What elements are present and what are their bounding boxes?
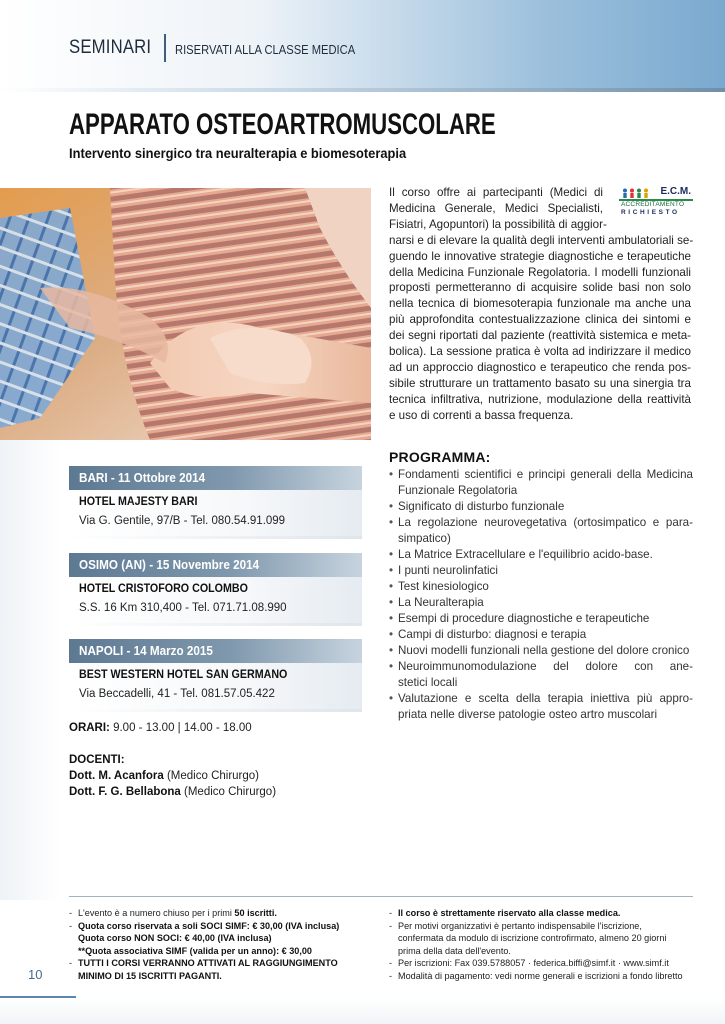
- event-shadow: [69, 536, 362, 539]
- program-item: [389, 547, 693, 563]
- intro-line: guendo le innovative strategie diagnostiche e terapeutiche: [389, 249, 691, 263]
- event-address: Via Beccadelli, 41 - Tel. 081.57.05.422: [79, 688, 275, 700]
- section-label: SEMINARI: [69, 37, 152, 58]
- event-bari-header: [69, 466, 362, 490]
- event-osimo-header: [69, 553, 362, 577]
- people-icon: [621, 188, 655, 198]
- program-heading: PROGRAMMA:: [389, 449, 491, 465]
- teacher-role: (Medico Chirurgo): [163, 770, 260, 782]
- program-item-text: • Test kinesiologico: [398, 580, 489, 593]
- intro-line: Il corso offre ai partecipanti (Medici di: [389, 186, 603, 199]
- intro-line: bolica). La sessione pratica è volta ad indirizzare il medico: [389, 345, 691, 359]
- event-title: BARI - 11 Ottobre 2014: [79, 470, 206, 485]
- program-item: [389, 595, 693, 611]
- event-address: Via G. Gentile, 97/B - Tel. 080.54.91.099: [79, 515, 286, 527]
- program-item: [389, 659, 693, 691]
- footer-note: - TUTTI I CORSI VERRANNO ATTIVATI AL RAGGIUNGIMENTO: [69, 958, 338, 969]
- footer-note: - Per iscrizioni: Fax 039.5788057 · federica.biffi@simf.it · www.simf.it: [389, 958, 669, 969]
- program-item-text: • Significato di disturbo funzionale: [398, 500, 565, 513]
- arm-illustration: [0, 188, 371, 440]
- schedule-value: 9.00 - 13.00 | 14.00 - 18.00: [109, 722, 252, 734]
- subsection-label: RISERVATI ALLA CLASSE MEDICA: [175, 42, 356, 57]
- program-item-text: • Fondamenti scientifici e principi generali della Medicina: [398, 468, 693, 481]
- footer-note: - Quota corso riservata a soli SOCI SIMF: € 30,00 (IVA inclusa): [69, 920, 340, 931]
- event-address: S.S. 16 Km 310,400 - Tel. 071.71.08.990: [79, 602, 287, 614]
- program-item-text: stetici locali: [398, 676, 458, 689]
- header-separator: [164, 34, 166, 62]
- footer-note: MINIMO DI 15 ISCRITTI PAGANTI.: [78, 970, 222, 981]
- program-item-text: • Nuovi modelli funzionali nella gestione del dolore cronico: [398, 644, 690, 657]
- event-hotel: HOTEL CRISTOFORO COLOMBO: [79, 583, 248, 595]
- intro-line: narsi e di elevare la qualità degli interventi ambulatoriali se-: [389, 233, 694, 247]
- event-hotel: BEST WESTERN HOTEL SAN GERMANO: [79, 669, 288, 681]
- program-item-text: • Neuroimmunomodulazione del dolore con ane-: [398, 660, 693, 673]
- program-item-text: • Esempi di procedure diagnostiche e terapeutiche: [398, 612, 650, 625]
- bottom-band: [0, 998, 725, 1024]
- program-item-text: Funzionale Regolatoria: [398, 484, 518, 497]
- teacher-role: (Medico Chirurgo): [180, 786, 277, 798]
- intro-line: Medicina Generale, Medici Specialisti,: [389, 201, 603, 215]
- page-title: APPARATO OSTEOARTROMUSCOLARE: [69, 108, 496, 141]
- left-shade: [0, 440, 60, 900]
- program-item-text: • La Neuralterapia: [398, 596, 484, 609]
- page-subtitle: Intervento sinergico tra neuralterapia e biomesoterapia: [69, 145, 407, 161]
- footer-note: prima della data dell'evento.: [398, 945, 511, 956]
- intro-line: dei segni riportati dal paziente (reattività sistemica e meta-: [389, 329, 691, 343]
- ecm-title: E.C.M.: [660, 186, 691, 197]
- event-osimo-details: [69, 577, 362, 623]
- event-title: NAPOLI - 14 Marzo 2015: [79, 643, 213, 658]
- program-item-text: • Campi di disturbo: diagnosi e terapia: [398, 628, 587, 641]
- footer-note: confermata da modulo di iscrizione controfirmato, almeno 20 giorni: [398, 933, 667, 944]
- intro-line: Fisiatri, Agopuntori) la possibilità di aggior-: [389, 217, 607, 231]
- program-item: [389, 563, 693, 579]
- footer-note: - Il corso è strettamente riservato alla classe medica.: [389, 908, 621, 918]
- footer-left: [69, 907, 379, 983]
- program-item: [389, 691, 693, 723]
- program-item: [389, 627, 693, 643]
- intro-line: ad un approccio diagnostico e terapeutico che renda pos-: [389, 360, 691, 374]
- teacher-entry: [69, 770, 259, 782]
- footer-divider: [69, 896, 693, 897]
- event-shadow: [69, 623, 362, 626]
- arm-photo: [0, 188, 371, 440]
- program-item: [389, 611, 693, 627]
- footer-note: **Quota associativa SIMF (valida per un anno): € 30,00: [78, 945, 312, 956]
- intro-line: più approfondita contestualizzazione clinica dei sintomi e: [389, 313, 691, 327]
- program-item: [389, 499, 693, 515]
- program-item-text: • La Matrice Extracellulare e l'equilibrio acido-base.: [398, 548, 653, 561]
- intro-line: e uso di correnti a bassa frequenza.: [389, 408, 574, 422]
- intro-line: tecnica infiltrativa, nutrizione, modulazione della reattività: [389, 392, 691, 406]
- ecm-line2: RICHIESTO: [621, 209, 680, 216]
- program-item: [389, 643, 693, 659]
- footer-note: - L'evento è a numero chiuso per i primi 50 iscritti.: [69, 908, 277, 918]
- teacher-name: Dott. M. Acanfora: [69, 770, 164, 782]
- footer-note: - Per motivi organizzativi è pertanto indispensabile l'iscrizione,: [389, 920, 642, 931]
- teacher-entry: [69, 786, 276, 798]
- ecm-logo: [619, 186, 693, 216]
- intro-line: nella tecnica di biomesoterapia funzionale ma anche una: [389, 297, 691, 311]
- ecm-line1: ACCREDITAMENTO: [621, 201, 685, 208]
- intro-line: sibile strutturare un trattamento basato su una sinergia tra: [389, 376, 691, 390]
- program-item: [389, 467, 693, 499]
- program-item-text: priata nelle diverse patologie osteo artro muscolari: [398, 708, 658, 721]
- page-number: 10: [28, 967, 43, 982]
- program-list: [389, 467, 693, 723]
- event-title: OSIMO (AN) - 15 Novembre 2014: [79, 557, 260, 572]
- program-item: [389, 579, 693, 595]
- intro-paragraph: [389, 185, 694, 424]
- event-shadow: [69, 709, 362, 712]
- schedule: [69, 722, 252, 734]
- header-divider: [0, 88, 725, 92]
- footer-note: Quota corso NON SOCI: € 40,00 (IVA inclusa): [78, 933, 272, 944]
- program-item-text: • Valutazione e scelta della terapia iniettiva più appro-: [398, 692, 693, 705]
- program-item-text: • I punti neurolinfatici: [398, 564, 498, 577]
- event-napoli-header: [69, 639, 362, 663]
- program-item: [389, 515, 693, 547]
- program-item-text: • La regolazione neurovegetativa (ortosimpatico e para-: [398, 516, 693, 529]
- teacher-name: Dott. F. G. Bellabona: [69, 786, 181, 798]
- intro-line: proposti permetteranno di acquisire solide basi non solo: [389, 281, 691, 295]
- event-bari-details: [69, 490, 362, 536]
- footer-right: [389, 907, 694, 983]
- event-napoli-details: [69, 663, 362, 709]
- intro-line: della Medicina Funzionale Regolatoria. I modelli funzionali: [389, 265, 691, 279]
- program-item-text: simpatico): [398, 532, 451, 545]
- footer-note: - Modalità di pagamento: vedi norme generali e iscrizioni a fondo libretto: [389, 970, 683, 981]
- schedule-label: ORARI:: [69, 722, 110, 734]
- teachers-heading: DOCENTI:: [69, 754, 125, 766]
- event-hotel: HOTEL MAJESTY BARI: [79, 496, 198, 508]
